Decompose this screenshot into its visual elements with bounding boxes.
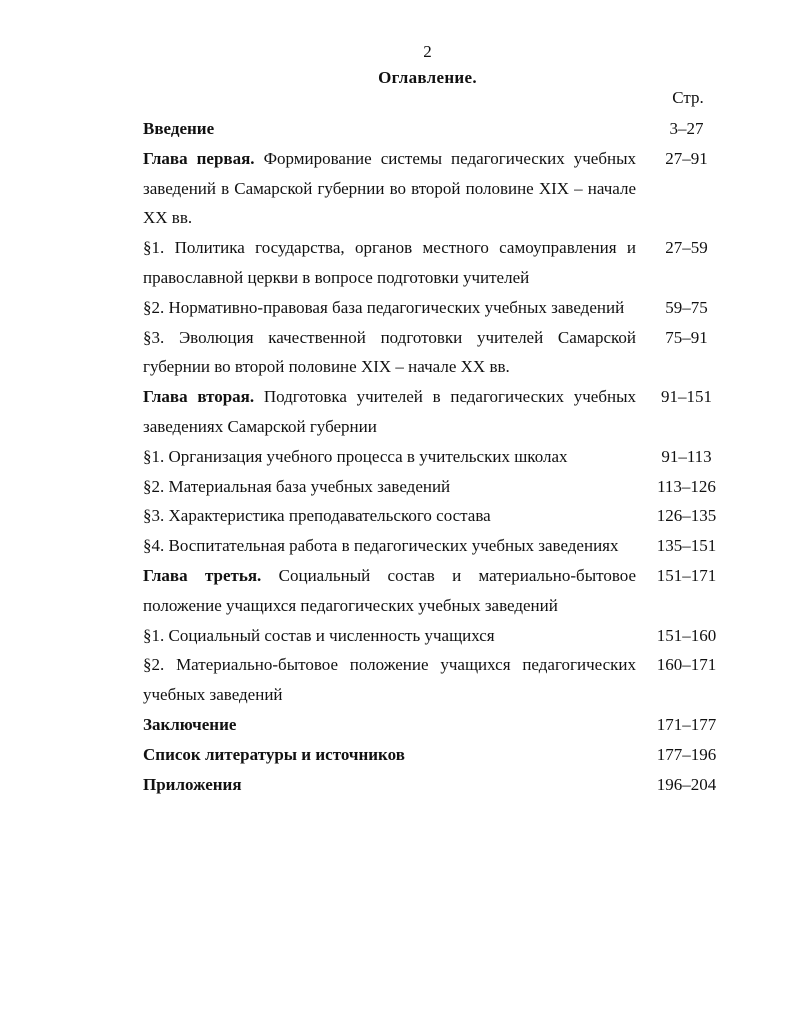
toc-entry-text: §4. Воспитательная работа в педагогических учебных заведениях [143, 536, 619, 556]
toc-entry-pages: 59–75 [665, 297, 708, 317]
toc-entry-section-2-3 [143, 501, 723, 531]
toc-entry-section-2-1 [143, 442, 723, 472]
toc-entry-section-2-2 [143, 472, 723, 502]
toc-entry-text: §1. Организация учебного процесса в учительских школах [143, 446, 568, 466]
toc-entry-label: Глава вторая. [143, 387, 255, 407]
toc-entry-section-3-2 [143, 650, 723, 710]
toc-entry-pages: 151–160 [656, 625, 717, 645]
toc-entry-pages: 135–151 [656, 536, 717, 556]
toc-entry-pages: 3–27 [669, 119, 704, 138]
toc-entry-label: Список литературы и источников [143, 744, 405, 764]
toc-entry-conclusion [143, 710, 723, 740]
pages-column-header: Стр. [672, 88, 704, 107]
toc-entry-pages: 113–126 [657, 476, 716, 496]
toc-entry-section-1-1 [143, 233, 723, 293]
toc-entry-text: Формирование системы педагогических учебных заведений в Самарской губернии во второй половине XIX – начале XX вв. [143, 148, 636, 228]
toc-entry-pages: 27–91 [665, 148, 708, 168]
toc-entry-label: Заключение [143, 714, 237, 734]
toc-entry-label: Приложения [143, 774, 242, 794]
toc-entry-text: §2. Материальная база учебных заведений [143, 476, 451, 496]
toc-entry-section-2-4 [143, 531, 723, 561]
toc-entry-text: §2. Нормативно-правовая база педагогических учебных заведений [143, 297, 625, 317]
toc-entry-text: Подготовка учителей в педагогических учебных заведениях Самарской губернии [143, 387, 636, 436]
toc-entry-introduction [143, 114, 723, 144]
toc-entry-label: Глава третья. [143, 565, 262, 585]
toc-entry-text: §3. Эволюция качественной подготовки учителей Самарской губернии во второй половине XIX – начале XX вв. [143, 327, 636, 377]
toc-title: Оглавление. [378, 68, 477, 87]
toc-entry-section-1-2 [143, 293, 723, 323]
toc-entry-section-1-3 [143, 323, 723, 383]
toc-entry-section-3-1 [143, 621, 723, 651]
toc-entry-pages: 91–113 [661, 446, 712, 466]
toc-entry-chapter-1 [143, 144, 723, 233]
toc-entry-chapter-3 [143, 561, 723, 621]
toc-entry-label: Глава первая. [143, 148, 255, 168]
toc-entry-bibliography [143, 740, 723, 770]
toc-entry-pages: 91–151 [661, 387, 712, 407]
toc-entry-appendices [143, 770, 723, 800]
toc-entry-label: Введение [143, 119, 215, 138]
toc-entry-text: Социальный состав и материально-бытовое положение учащихся педагогических учебных заведений [143, 565, 636, 615]
toc-entry-chapter-2 [143, 382, 723, 442]
page-number: 2 [423, 42, 432, 61]
toc-entry-pages: 75–91 [665, 327, 708, 347]
toc-entry-pages: 171–177 [656, 714, 717, 734]
toc-entry-text: §1. Политика государства, органов местного самоуправления и православной церкви в вопросе подготовки учителей [143, 238, 636, 287]
toc-entry-pages: 27–59 [665, 238, 708, 258]
toc-entry-pages: 177–196 [656, 744, 717, 764]
toc-entry-text: §3. Характеристика преподавательского состава [143, 506, 491, 526]
toc-entry-text: §2. Материально-бытовое положение учащихся педагогических учебных заведений [143, 655, 636, 705]
toc-entry-pages: 160–171 [656, 655, 717, 675]
toc-entry-pages: 196–204 [656, 774, 717, 794]
toc-entry-text: §1. Социальный состав и численность учащихся [143, 625, 495, 645]
toc-entry-pages: 151–171 [656, 565, 717, 585]
toc-entry-pages: 126–135 [656, 506, 717, 526]
table-of-contents [143, 114, 723, 799]
